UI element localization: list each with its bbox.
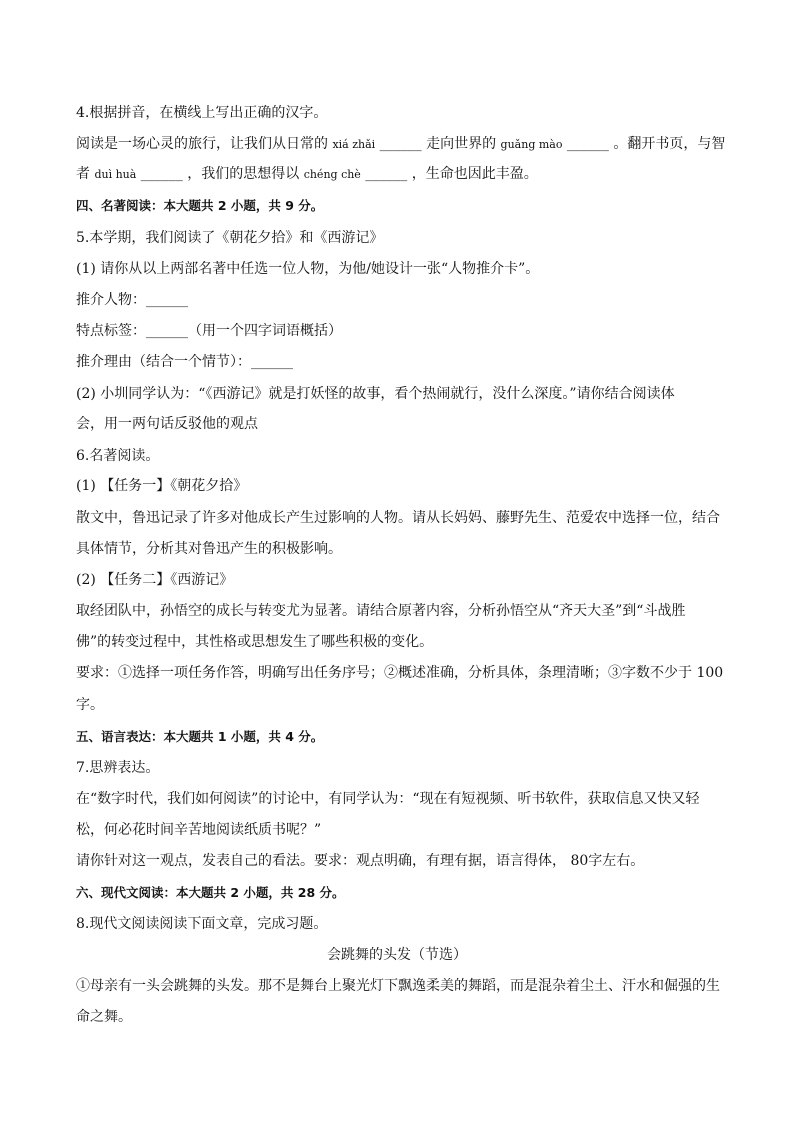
q6-task2-line2: 佛”的转变过程中，其性格或思想发生了哪些积极的变化。 [76,634,434,650]
q4-line-2 [76,164,538,185]
q6-requirement-line1: 要求：①选择一项任务作答，明确写出任务序号；②概述准确，分析具体，条理清晰；③字数不少于 100 [76,665,724,681]
q7-line3: 请你针对这一观点，发表自己的看法。要求：观点明确，有理有据，语言得体， 80字左右。 [76,853,645,869]
q8-title: 8.现代文阅读阅读下面文章，完成习题。 [76,916,328,932]
q4-text: ，我们的思想得以 [187,166,304,182]
answer-blank[interactable]: ______ [375,136,427,152]
q4-text: 者 [76,166,95,182]
pinyin-dui-hua: duì huà [94,168,137,181]
q5-title: 5.本学期，我们阅读了《朝花夕拾》和《西游记》 [76,230,384,246]
q4-line-1 [76,134,725,155]
q6-task2-heading: (2) 【任务二】《西游记》 [76,572,234,588]
q5-tag-field[interactable]: 特点标签：______（用一个四字词语概括） [76,323,342,339]
q5-part1: (1) 请你从以上两部名著中任选一位人物，为他/她设计一张“人物推介卡”。 [76,261,540,277]
article-paragraph-1-line2: 命之舞。 [76,1009,132,1025]
pinyin-xia-zhai: xiá zhǎi [332,138,376,151]
q4-title: 4.根据拼音，在横线上写出正确的汉字。 [76,105,328,121]
q6-task1-line1: 散文中，鲁迅记录了许多对他成长产生过影响的人物。请从长妈妈、藤野先生、范爱农中选择一位，结合 [76,510,720,526]
q4-text: ，生命也因此丰盈。 [411,166,538,182]
q7-line2: 松，何必花时间辛苦地阅读纸质书呢？” [76,822,322,838]
q6-requirement-line2: 字。 [76,697,104,713]
q6-task1-line2: 具体情节，分析其对鲁迅产生的积极影响。 [76,541,342,557]
q5-person-field[interactable]: 推介人物：______ [76,292,188,308]
section-heading-6: 六、现代文阅读：本大题共 2 小题，共 28 分。 [76,885,345,900]
q6-title: 6.名著阅读。 [76,448,160,464]
pinyin-cheng-che: chéng chè [303,168,361,181]
answer-blank[interactable]: ______ [562,136,614,152]
q5-part2-line2: 会，用一两句话反驳他的观点 [76,416,258,432]
q7-title: 7.思辨表达。 [76,760,160,776]
q4-text: 阅读是一场心灵的旅行，让我们从日常的 [76,136,333,152]
q4-text: 。翻开书页，与智 [613,136,726,152]
q4-text: 走向世界的 [426,136,501,152]
q6-task2-line1: 取经团队中，孙悟空的成长与转变尤为显著。请结合原著内容，分析孙悟空从“齐天大圣”到“斗战胜 [76,603,686,619]
section-heading-5: 五、语言表达：本大题共 1 小题，共 4 分。 [76,729,324,744]
section-heading-4: 四、名著阅读：本大题共 2 小题，共 9 分。 [76,198,324,213]
q5-part2-line1: (2) 小圳同学认为：“《西游记》就是打妖怪的故事，看个热闹就行，没什么深度。”请你结合阅读体 [76,386,675,402]
article-title: 会跳舞的头发（节选） [327,947,467,963]
q6-task1-heading: (1) 【任务一】《朝花夕拾》 [76,478,248,494]
answer-blank[interactable]: ______ [360,166,412,182]
q7-line1: 在“数字时代，我们如何阅读”的讨论中，有同学认为：“现在有短视频、听书软件，获取信息又快又轻 [76,791,700,807]
article-paragraph-1-line1: ①母亲有一头会跳舞的头发。那不是舞台上聚光灯下飘逸柔美的舞蹈，而是混杂着尘土、汗水和倔强的生 [76,978,720,994]
q5-reason-field[interactable]: 推介理由（结合一个情节）：______ [76,354,293,370]
answer-blank[interactable]: ______ [136,166,188,182]
pinyin-guang-mao: guǎng mào [500,138,563,151]
